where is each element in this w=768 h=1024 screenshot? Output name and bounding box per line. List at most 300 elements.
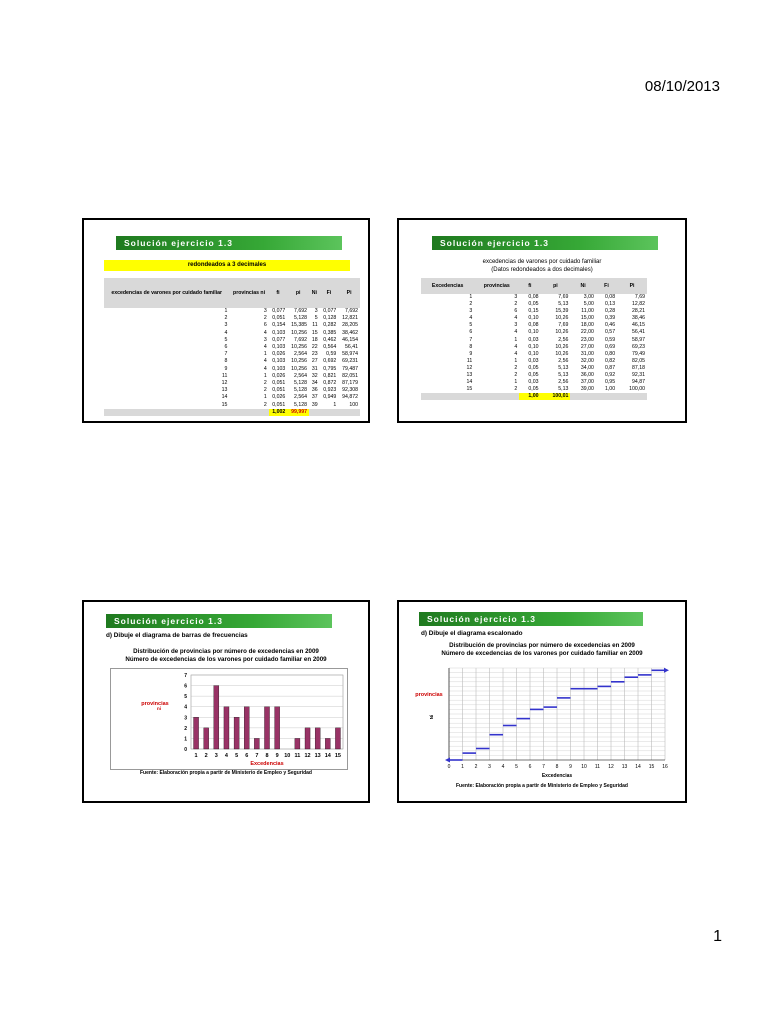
table-cell: 4 [224, 329, 228, 336]
x-tick-label: 10 [284, 753, 291, 759]
table-cell: 12 [221, 380, 228, 387]
totals-row [104, 409, 360, 416]
table-cell: 0,051 [272, 380, 286, 387]
table-cell: 0,59 [604, 336, 616, 343]
x-tick-label: 9 [569, 764, 572, 770]
table-cell: 5,128 [294, 401, 307, 408]
y-tick-label: 7 [184, 673, 187, 679]
table-row [104, 394, 360, 401]
table-cell: 1 [224, 308, 228, 314]
y-tick-label: 6 [184, 683, 187, 690]
table-cell: 0,95 [604, 379, 616, 386]
table-cell: 22 [311, 344, 318, 351]
table-cell: 4 [514, 329, 518, 336]
table-cell: 0,872 [323, 380, 337, 387]
table-cell: 0,92 [604, 372, 616, 379]
table-cell: 1 [263, 394, 267, 401]
table-cell: 11 [466, 357, 473, 364]
table-cell: 0,692 [323, 358, 337, 365]
column-header: Ni [570, 278, 596, 294]
y-axis-label-red: provincias [415, 692, 443, 698]
table-cell: 0,103 [272, 358, 286, 365]
table-cell: 15,39 [555, 308, 569, 315]
table-cell: 5,13 [558, 301, 569, 308]
table-cell: 87,18 [632, 364, 645, 371]
slide-2 [397, 218, 687, 423]
table-cell: 9 [224, 365, 228, 372]
step-chart [403, 662, 681, 780]
table-cell: 2 [469, 301, 473, 308]
table-cell: 31,00 [580, 350, 594, 357]
table-cell: 3 [263, 308, 267, 314]
table-cell: 69,231 [342, 358, 358, 365]
table-cell: 39 [311, 401, 318, 408]
column-header: excedencias de varones por cuidado familiar [104, 278, 229, 308]
table-row [104, 402, 360, 409]
x-tick-label: 6 [528, 764, 532, 770]
table-cell: 12,82 [632, 301, 645, 308]
table-cell: 7,69 [634, 294, 645, 300]
table-cell: 0,077 [272, 336, 286, 343]
table-cell: 38,462 [342, 329, 358, 336]
table-cell: 2,56 [558, 357, 569, 364]
table-cell: 15 [466, 386, 473, 393]
table-cell: 79,49 [632, 350, 645, 357]
table-cell: 36 [311, 387, 318, 394]
table-row [104, 358, 360, 365]
slide-4 [397, 600, 687, 803]
table-cell: 34,00 [580, 364, 594, 371]
bar-chart-frame [110, 668, 348, 770]
table-cell: 0,39 [604, 315, 616, 322]
table-cell: 0,59 [326, 351, 337, 358]
table-cell: 69,23 [632, 343, 645, 350]
table-cell: 82,051 [342, 372, 358, 379]
table-cell: 4 [514, 315, 518, 322]
table-cell: 0,87 [604, 364, 616, 371]
table-cell: 4 [514, 350, 518, 357]
x-tick-label: 8 [555, 764, 559, 770]
table-cell: 0,80 [604, 350, 616, 357]
table-cell: 34 [311, 380, 318, 387]
x-tick-label: 15 [334, 753, 341, 759]
table-cell: 92,308 [342, 387, 358, 394]
table-row [104, 308, 360, 315]
table-cell: 58,974 [342, 351, 358, 358]
table-cell: 10,256 [291, 365, 307, 372]
total-cell: 1,00 [519, 393, 540, 400]
table-cell: 3 [514, 322, 518, 329]
y-axis-label: provincias [141, 701, 169, 707]
table-cell: 7,692 [294, 308, 307, 314]
page-number: 1 [713, 928, 722, 945]
table-cell: 0,026 [272, 351, 286, 358]
table-cell: 4 [263, 358, 267, 365]
table-cell: 2 [514, 386, 518, 393]
table-cell: 0,82 [604, 357, 616, 364]
table-cell: 32,00 [580, 357, 594, 364]
x-axis-label: Excedencias [250, 761, 284, 767]
empty-cell [229, 409, 268, 416]
x-axis-label: Excedencias [541, 773, 573, 779]
table-row [421, 294, 647, 301]
empty-cell [421, 393, 474, 400]
table-row [421, 365, 647, 372]
table-cell: 11 [221, 372, 228, 379]
x-tick-label: 3 [488, 764, 491, 770]
table-cell: 18,00 [580, 322, 594, 329]
x-tick-label: 11 [594, 764, 601, 770]
table-row [421, 372, 647, 379]
table-cell: 0,10 [528, 315, 539, 322]
slide-title: Solución ejercicio 1.3 [116, 236, 342, 250]
table-cell: 4 [263, 344, 267, 351]
table-cell: 0,795 [323, 365, 337, 372]
table-cell: 37,00 [580, 379, 594, 386]
table-cell: 1,00 [604, 386, 616, 393]
table-cell: 18 [311, 336, 318, 343]
table-cell: 0,08 [604, 294, 616, 300]
table-cell: 8 [469, 343, 473, 350]
x-tick-label: 9 [275, 753, 279, 759]
column-header: Fi [320, 278, 339, 308]
table-cell: 0,57 [604, 329, 616, 336]
table-cell: 0,05 [528, 372, 539, 379]
table-cell: 7,692 [294, 336, 307, 343]
table-cell: 6 [469, 329, 473, 336]
x-tick-label: 13 [621, 764, 628, 770]
table-cell: 46,154 [342, 336, 358, 343]
chart-subtitle: Número de excedencias de los varones por cuidado familiar en 2009 [441, 650, 643, 657]
table-cell: 3 [263, 336, 267, 343]
x-tick-label: 5 [235, 753, 239, 759]
chart-source: Fuente: Elaboración propia a partir de Ministerio de Empleo y Seguridad [140, 770, 312, 776]
table-cell: 5 [469, 322, 473, 329]
table-cell: 23 [311, 351, 318, 358]
table-cell: 2,564 [294, 351, 307, 358]
arrow-left-icon [445, 758, 450, 763]
table-cell: 0,46 [604, 322, 616, 329]
table-cell: 0,103 [272, 365, 286, 372]
column-header: Pi [617, 278, 647, 294]
empty-cell [570, 393, 596, 400]
page-date: 08/10/2013 [644, 78, 720, 95]
x-tick-label: 2 [474, 764, 478, 770]
x-tick-label: 4 [224, 753, 228, 759]
chart-source: Fuente: Elaboración propia a partir de Ministerio de Empleo y Seguridad [456, 783, 628, 789]
y-tick-label: 4 [184, 704, 187, 711]
x-tick-label: 7 [255, 753, 259, 759]
table-cell: 2,56 [558, 379, 569, 386]
table-cell: 13 [221, 387, 228, 394]
table-row [421, 329, 647, 336]
x-tick-label: 1 [461, 764, 464, 770]
table-cell: 94,87 [632, 379, 645, 386]
empty-cell [309, 409, 320, 416]
empty-cell [104, 409, 229, 416]
table-cell: 15,00 [580, 315, 594, 322]
table-cell: 5,13 [558, 372, 569, 379]
table-cell: 0,08 [528, 294, 539, 300]
table-cell: 6 [263, 322, 267, 329]
table-cell: 94,872 [342, 394, 358, 401]
table-row [421, 386, 647, 393]
table-cell: 10,26 [555, 315, 569, 322]
table-cell: 10,256 [291, 344, 307, 351]
table-cell: 0,28 [604, 308, 616, 315]
empty-cell [617, 393, 647, 400]
table-cell: 10,26 [555, 350, 569, 357]
table-cell: 0,462 [323, 336, 337, 343]
table-cell: 2 [514, 372, 518, 379]
table-cell: 56,41 [345, 344, 358, 351]
table-cell: 0,13 [604, 301, 616, 308]
table-cell: 12 [466, 364, 473, 371]
table-cell: 2 [263, 315, 267, 322]
table-cell: 3 [469, 308, 473, 315]
frequency-table-2-decimals [421, 278, 647, 400]
table-cell: 10,26 [555, 343, 569, 350]
column-header: provincias [474, 278, 519, 294]
table-cell: 46,15 [632, 322, 645, 329]
table-cell: 0,821 [323, 372, 337, 379]
y-tick-label: 2 [184, 725, 187, 732]
bar [305, 728, 310, 749]
bar [275, 707, 280, 749]
empty-cell [320, 409, 339, 416]
table-row [421, 358, 647, 365]
table-cell: 1 [333, 401, 337, 408]
x-tick-label: 14 [324, 753, 331, 759]
table-cell: 1 [263, 372, 267, 379]
bar [254, 738, 259, 749]
table-cell: 92,31 [632, 372, 645, 379]
bar [194, 717, 199, 749]
empty-cell [338, 409, 360, 416]
table-cell: 5,00 [583, 301, 594, 308]
bar [204, 728, 209, 749]
table-cell: 100 [349, 401, 358, 408]
y-tick-label: 3 [184, 715, 187, 722]
table-cell: 1 [514, 336, 518, 343]
table-cell: 56,41 [632, 329, 645, 336]
table-cell: 0,051 [272, 401, 286, 408]
table-cell: 5,128 [294, 315, 307, 322]
table-cell: 23,00 [580, 336, 594, 343]
table-cell: 0,051 [272, 315, 286, 322]
table-cell: 15 [311, 329, 318, 336]
column-header: pi [287, 278, 309, 308]
table-cell: 15 [221, 401, 228, 408]
y-tick-label: 1 [184, 736, 187, 743]
table-cell: 0,05 [528, 301, 539, 308]
table-cell: 0,949 [323, 394, 337, 401]
table-cell: 0,154 [272, 322, 286, 329]
table-row [104, 322, 360, 329]
x-tick-label: 10 [581, 764, 587, 770]
table-cell: 39,00 [580, 386, 594, 393]
bar [244, 707, 249, 749]
table-cell: 4 [469, 315, 473, 322]
bar [335, 728, 340, 749]
table-cell: 2,564 [294, 372, 307, 379]
table-cell: 0,10 [528, 329, 539, 336]
empty-cell [474, 393, 519, 400]
table-row [421, 379, 647, 386]
x-tick-label: 12 [304, 753, 311, 759]
table-cell: 15,385 [291, 322, 307, 329]
x-tick-label: 4 [501, 764, 505, 770]
slide-3 [82, 600, 370, 803]
table-cell: 14 [221, 394, 228, 401]
table-cell: 7,69 [558, 294, 569, 300]
column-header: provincias ni [229, 278, 268, 308]
bar [234, 717, 239, 749]
slide-title: Solución ejercicio 1.3 [432, 236, 658, 250]
table-cell: 5,13 [558, 386, 569, 393]
table-cell: 2 [224, 315, 228, 322]
frequency-table-3-decimals [104, 278, 360, 416]
table-row [104, 387, 360, 394]
table-cell: 2,564 [294, 394, 307, 401]
bar [264, 707, 269, 749]
y-axis-label: Ni [429, 714, 434, 720]
step-chart-frame [403, 662, 681, 780]
table-cell: 0,03 [528, 336, 539, 343]
x-tick-label: 1 [194, 753, 198, 759]
x-tick-label: 5 [515, 764, 518, 770]
table-cell: 0,103 [272, 329, 286, 336]
table-cell: 82,05 [632, 357, 645, 364]
table-cell: 31 [311, 365, 318, 372]
column-header: fi [269, 278, 288, 308]
table-cell: 9 [469, 350, 473, 357]
table-cell: 0,10 [528, 350, 539, 357]
bar [224, 707, 229, 749]
table-cell: 1 [514, 379, 518, 386]
table-cell: 3,00 [583, 294, 594, 300]
table-cell: 0,077 [272, 308, 286, 314]
table-cell: 1 [263, 351, 267, 358]
y-axis-label-sub: ni [157, 706, 161, 711]
table-cell: 2 [263, 380, 267, 387]
table-caption-sub: (Datos redondeados a dos decimales) [491, 267, 593, 273]
table-cell: 10,26 [555, 329, 569, 336]
table-cell: 32 [311, 372, 318, 379]
table-cell: 28,205 [342, 322, 358, 329]
table-cell: 4 [263, 329, 267, 336]
bar [295, 738, 300, 749]
table-cell: 2 [514, 364, 518, 371]
table-cell: 10,256 [291, 358, 307, 365]
table-row [104, 330, 360, 337]
column-header: Excedencias [421, 278, 474, 294]
table-cell: 0,026 [272, 372, 286, 379]
chart-title: Distribución de provincias por número de excedencias en 2009 [133, 648, 319, 655]
table-cell: 0,15 [528, 308, 539, 315]
table-cell: 12,821 [342, 315, 358, 322]
table-row [104, 373, 360, 380]
table-row [104, 380, 360, 387]
table-cell: 7 [224, 351, 228, 358]
table-row [104, 315, 360, 322]
table-cell: 6 [224, 344, 228, 351]
table-cell: 11 [312, 322, 318, 329]
table-cell: 2 [514, 301, 518, 308]
slide-subheading: d) Dibuje el diagrama de barras de frecuencias [106, 632, 248, 639]
table-cell: 0,69 [604, 343, 616, 350]
table-cell: 5 [314, 315, 318, 322]
table-cell: 11,00 [581, 308, 594, 315]
table-cell: 0,051 [272, 387, 286, 394]
table-cell: 14 [466, 379, 473, 386]
table-cell: 6 [514, 308, 518, 315]
table-cell: 4 [514, 343, 518, 350]
table-cell: 0,564 [323, 344, 337, 351]
slide-title: Solución ejercicio 1.3 [419, 612, 643, 626]
table-row [421, 308, 647, 315]
table-cell: 0,05 [528, 386, 539, 393]
y-tick-label: 0 [184, 747, 187, 753]
bar [325, 738, 330, 749]
table-cell: 13 [466, 372, 473, 379]
x-tick-label: 7 [542, 764, 545, 770]
table-cell: 0,03 [528, 357, 539, 364]
table-cell: 7,69 [558, 322, 569, 329]
table-row [421, 351, 647, 358]
table-cell: 5,13 [558, 364, 569, 371]
table-cell: 2,56 [558, 336, 569, 343]
bar [214, 686, 219, 749]
table-cell: 1 [514, 357, 518, 364]
bar [315, 728, 320, 749]
arrow-right-icon [664, 668, 669, 673]
table-row [421, 337, 647, 344]
x-tick-label: 0 [447, 764, 451, 770]
bar-chart [111, 669, 347, 769]
table-cell: 58,97 [632, 336, 645, 343]
table-cell: 2 [263, 401, 267, 408]
table-cell: 37 [311, 394, 318, 401]
x-tick-label: 3 [214, 753, 218, 759]
y-tick-label: 5 [184, 694, 187, 701]
table-cell: 8 [224, 358, 228, 365]
table-caption: excedencias de varones por cuidado familiar [482, 259, 602, 265]
table-cell: 87,179 [342, 380, 358, 387]
table-cell: 4 [263, 365, 267, 372]
x-tick-label: 14 [635, 764, 641, 770]
total-cell: 1,002 [269, 409, 288, 416]
table-cell: 0,05 [528, 364, 539, 371]
table-cell: 2 [263, 387, 267, 394]
table-row [421, 344, 647, 351]
x-tick-label: 6 [245, 753, 249, 759]
table-row [104, 366, 360, 373]
empty-cell [596, 393, 617, 400]
x-tick-label: 16 [662, 764, 668, 770]
slide-title: Solución ejercicio 1.3 [106, 614, 332, 628]
table-cell: 5,128 [294, 380, 307, 387]
table-cell: 0,10 [528, 343, 539, 350]
total-cell: 100,01 [540, 393, 570, 400]
chart-title: Distribución de provincias por número de excedencias en 2009 [449, 642, 635, 649]
table-row [421, 301, 647, 308]
table-cell: 5,128 [294, 387, 307, 394]
table-row [421, 315, 647, 322]
table-cell: 0,128 [323, 315, 337, 322]
table-cell: 0,385 [323, 329, 337, 336]
column-header: fi [519, 278, 540, 294]
